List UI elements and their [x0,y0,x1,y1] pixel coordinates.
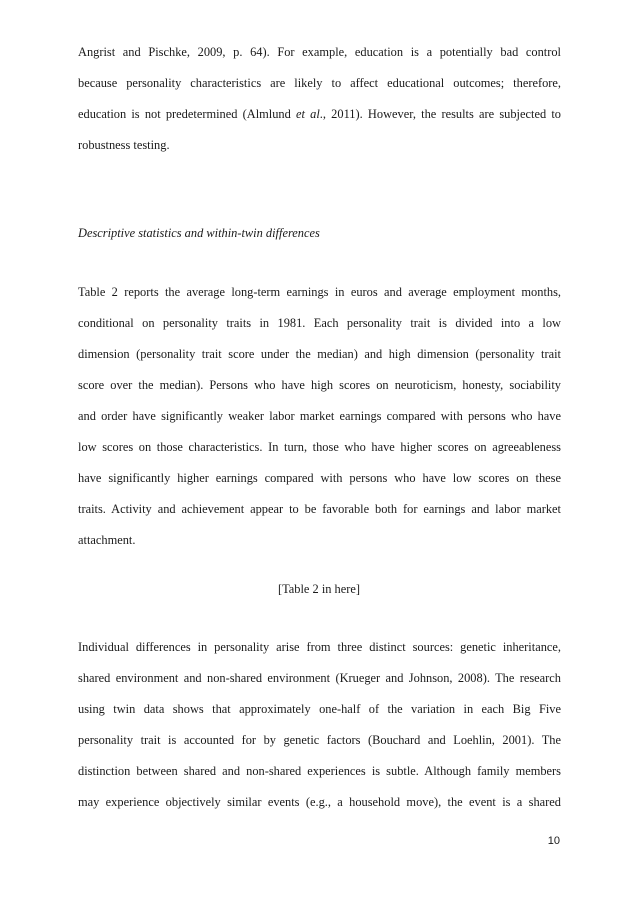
paragraph1-line-2: because personality characteristics are likely to affect educational outcomes; therefore, [78,76,561,90]
paragraph2-line-9: attachment. [78,533,136,547]
paragraph1-line-3 [78,106,561,122]
paragraph1-line-3-em: et al [296,107,320,121]
paragraph3-line-5: distinction between shared and non-shared experiences is subtle. Although family members [78,764,561,778]
paragraph2-line-2: conditional on personality traits in 1981. Each personality trait is divided into a low [78,316,561,330]
paragraph2-line-5: and order have significantly weaker labor market earnings compared with persons who have [78,409,561,423]
paragraph3-line-3: using twin data shows that approximately one-half of the variation in each Big Five [78,702,561,716]
paragraph1-line-4: robustness testing. [78,138,170,152]
paragraph2-line-7: have significantly higher earnings compared with persons who have low scores on these [78,471,561,485]
paragraph3-line-1: Individual differences in personality arise from three distinct sources: genetic inheritance, [78,640,561,654]
page-number: 10 [547,835,560,847]
paragraph2-line-4: score over the median). Persons who have high scores on neuroticism, honesty, sociability [78,378,561,392]
table-placeholder: [Table 2 in here] [277,582,361,596]
paragraph3-line-2: shared environment and non-shared environment (Krueger and Johnson, 2008). The research [78,671,561,685]
paragraph2-line-6: low scores on those characteristics. In turn, those who have higher scores on agreeableness [78,440,561,454]
paragraph2-line-8: traits. Activity and achievement appear to be favorable both for earnings and labor market [78,502,561,516]
paragraph1-line-1: Angrist and Pischke, 2009, p. 64). For example, education is a potentially bad control [78,45,561,59]
paragraph3-line-6: may experience objectively similar events (e.g., a household move), the event is a shared [78,795,561,809]
paragraph3-line-4: personality trait is accounted for by genetic factors (Bouchard and Loehlin, 2001). The [78,733,561,747]
paragraph1-line-3-a: education is not predetermined (Almlund [78,107,296,121]
section-heading: Descriptive statistics and within-twin differences [78,226,320,240]
paragraph2-line-3: dimension (personality trait score under the median) and high dimension (personality trait [78,347,561,361]
paragraph1-line-3-b: ., 2011). However, the results are subjected to [319,107,561,121]
paragraph2-line-1: Table 2 reports the average long-term earnings in euros and average employment months, [78,285,561,299]
